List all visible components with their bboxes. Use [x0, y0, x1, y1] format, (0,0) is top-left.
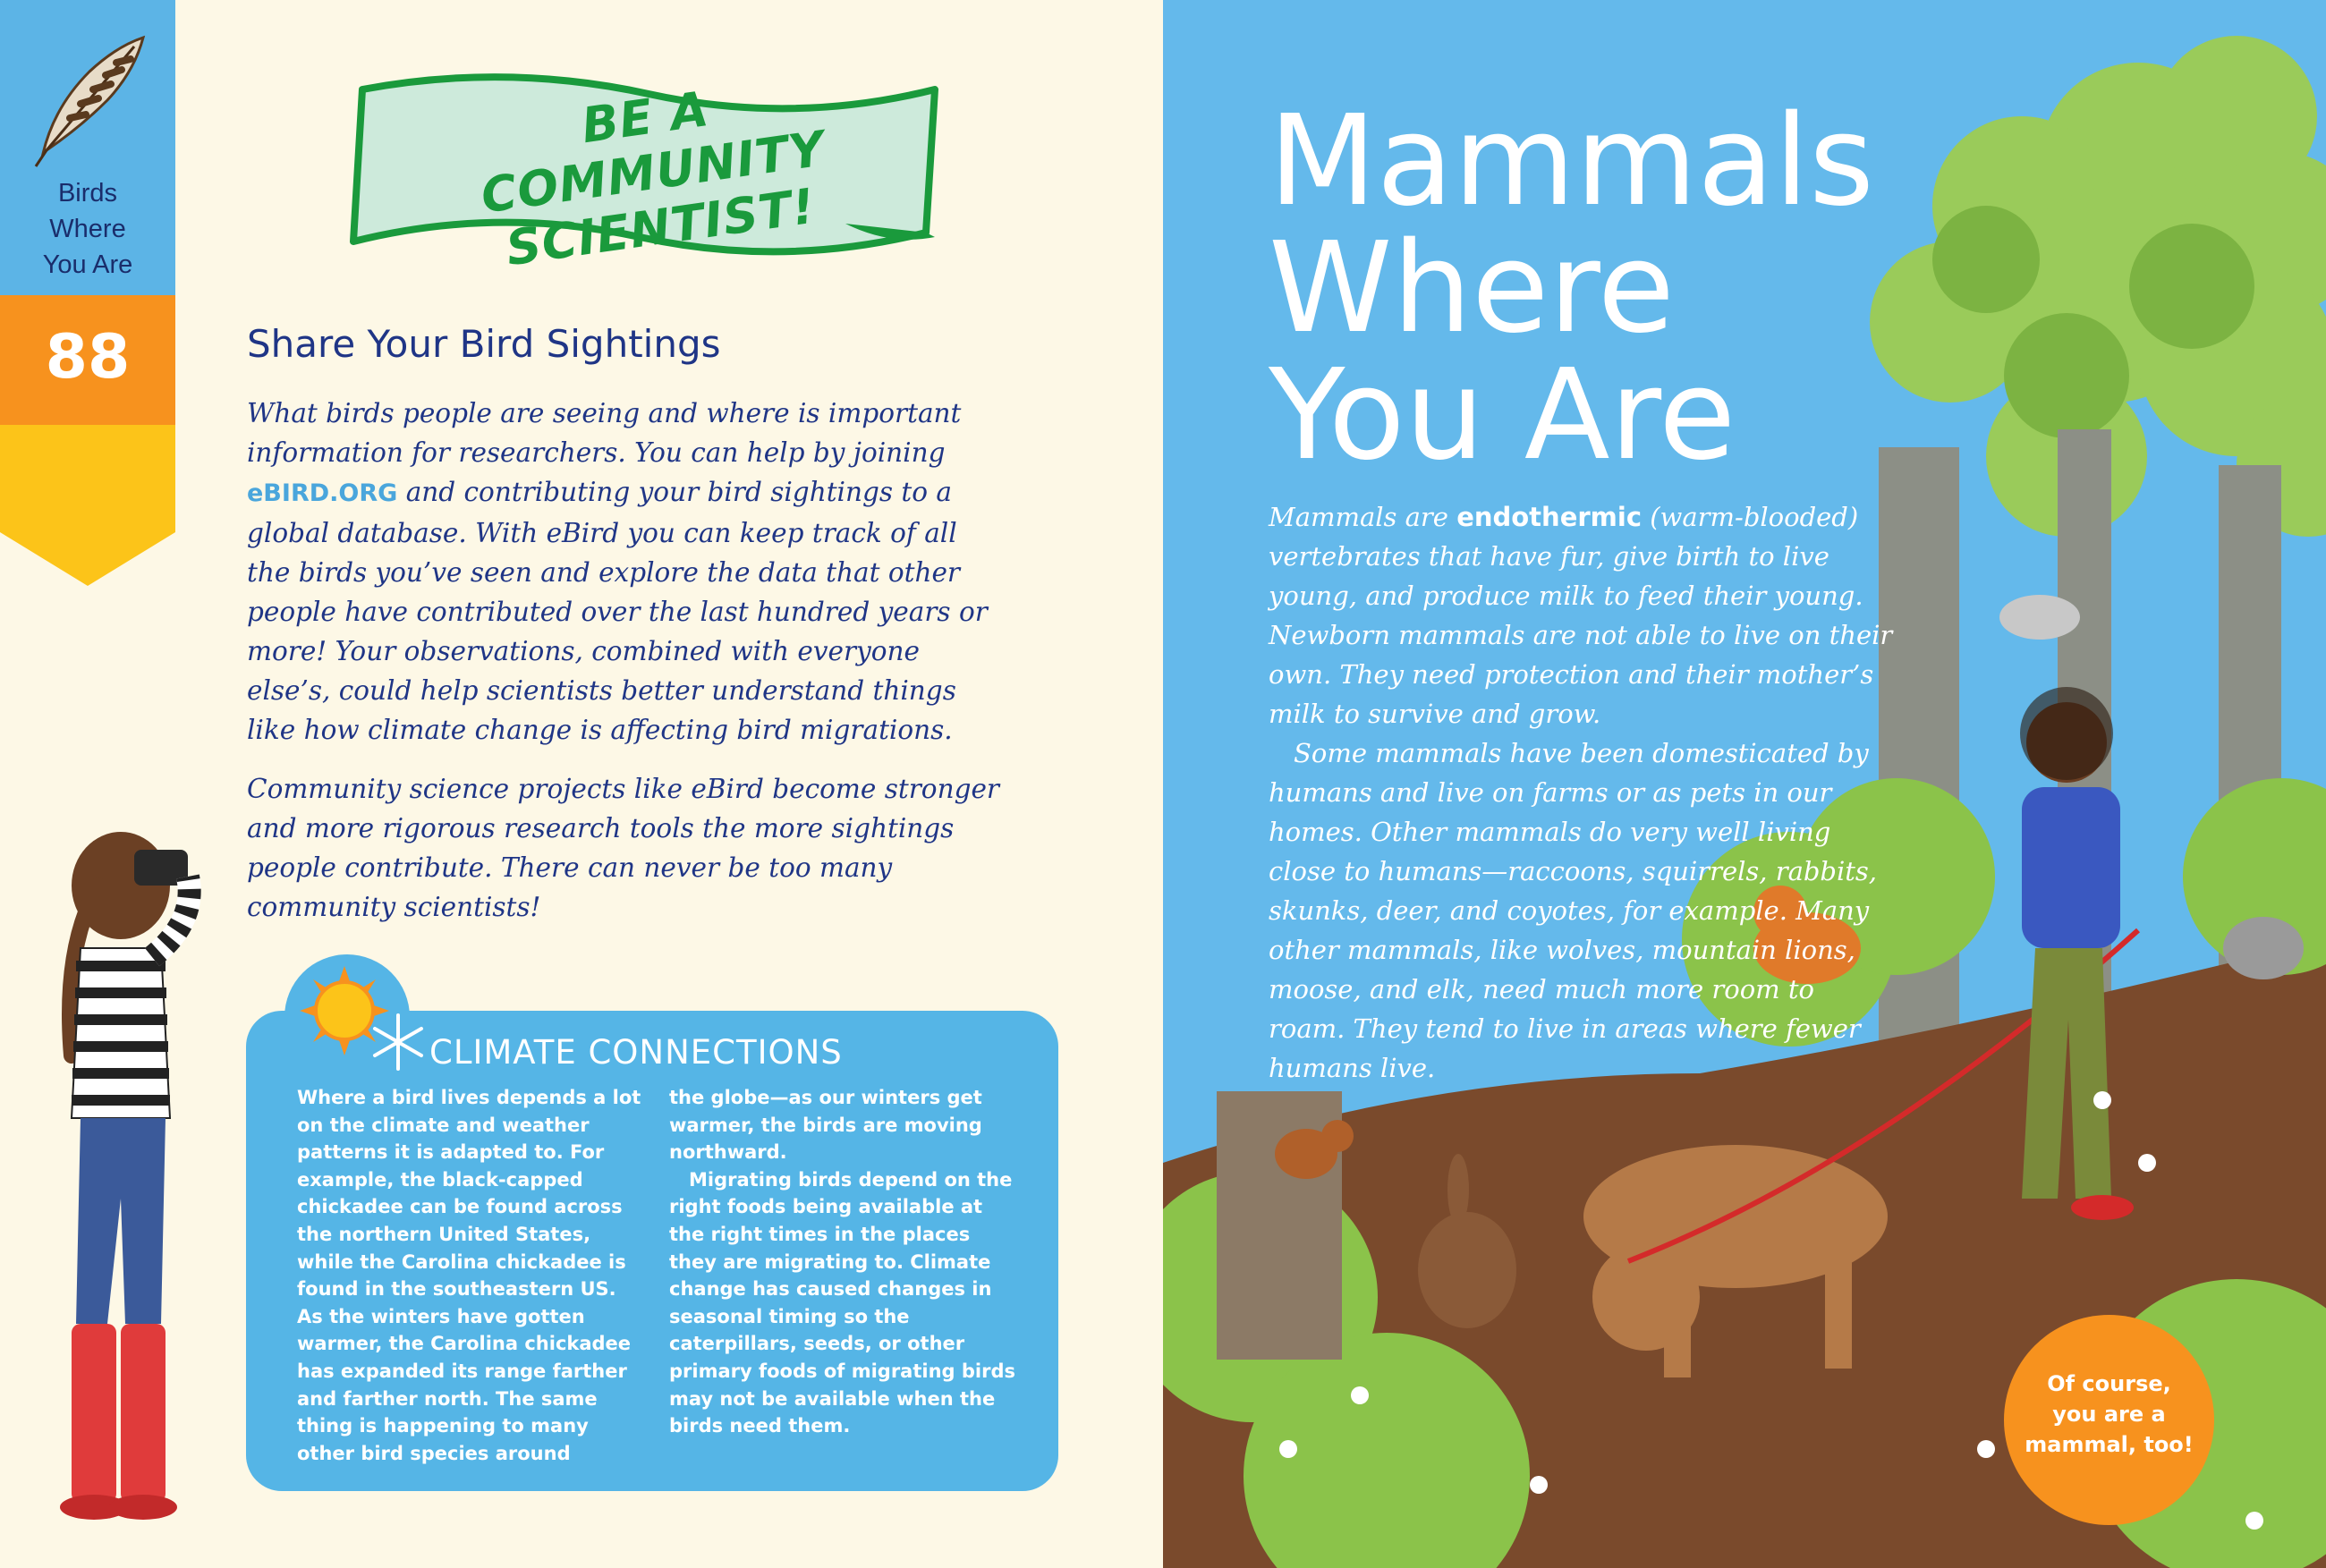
- tab-ribbon-end: [0, 425, 175, 586]
- body-paragraph: Community science projects like eBird become stronger and more rigorous research tools the more sightings people contribute. There can never be too many community scientists!: [247, 774, 1000, 922]
- paragraph-text: Mammals are: [1269, 502, 1457, 532]
- page-number: 88: [45, 322, 131, 393]
- climate-paragraph: the globe—as our winters get warmer, the birds are moving northward.: [669, 1087, 982, 1164]
- girl-with-binoculars-illustration: [18, 823, 233, 1538]
- climate-title: CLIMATE CONNECTIONS: [429, 1033, 843, 1072]
- body-paragraph: [247, 394, 1007, 750]
- paragraph-text: and contributing your bird sightings to a global database. With eBird you can keep track of all the birds you’ve seen and explore the data that other people have contributed over the last hundred years or more! Your observations, combined with everyone else’s, could help scientists better understand things like how climate change is affecting bird migrations.: [247, 477, 988, 745]
- climate-paragraph: Migrating birds depend on the right foods being available at the right times in the places they are migrating to. Climate change has caused changes in seasonal timing so the caterpillars, seeds, or other primary foods of migrating birds may not be available when the birds need them.: [669, 1168, 1015, 1437]
- badge-line: Of course,: [2047, 1371, 2171, 1396]
- ebird-link[interactable]: eBIRD.ORG: [247, 479, 398, 507]
- callout-badge-text: [2013, 1369, 2205, 1460]
- section-heading: Share Your Bird Sightings: [247, 322, 721, 366]
- tab-label-line: You Are: [42, 250, 133, 279]
- paragraph-text: (warm-blooded) vertebrates that have fur, give birth to live young, and produce milk to feed their young. Newborn mammals are not able to live on their own. They need protection and their mother’s milk to survive and grow.: [1269, 502, 1893, 729]
- sun-snowflake-icon: [295, 962, 438, 1078]
- tab-label-line: Birds: [57, 179, 118, 208]
- tab-label-line: Where: [49, 215, 126, 243]
- title-line: Where: [1269, 216, 1675, 361]
- badge-line: mammal, too!: [2025, 1432, 2194, 1457]
- body-paragraph: [1269, 497, 1895, 733]
- badge-line: you are a: [2052, 1402, 2166, 1427]
- title-line: Mammals: [1269, 89, 1874, 234]
- title-line: You Are: [1269, 343, 1736, 488]
- feather-icon: [0, 0, 175, 175]
- climate-column-1: Where a bird lives depends a lot on the climate and weather patterns it is adapted to. For example, the black-capped chickadee can be found across the northern United States, while the Carolina chickadee is found in the southeastern US. As the winters have gotten warmer, the Carolina chickadee has expanded its range farther and farther north. The same thing is happening to many other bird species around: [297, 1087, 641, 1464]
- term-endothermic: endothermic: [1456, 502, 1643, 532]
- paragraph-text: What birds people are seeing and where is important information for researchers. You can help by joining: [247, 398, 962, 468]
- banner-title: BE A COMMUNITY SCIENTIST!: [477, 80, 828, 277]
- chapter-tab-label: [0, 175, 175, 283]
- page-title: [1269, 89, 1895, 488]
- body-paragraph: Some mammals have been domesticated by humans and live on farms or as pets in our homes. Other mammals do very well living close to humans—raccoons, squirrels, rabbits, skunks, deer, and coyotes, for example. Many other mammals, like wolves, mountain lions, moose, and elk, need much more room to roam. They tend to live in areas where fewer humans live.: [1269, 738, 1878, 1083]
- climate-column-2: [669, 1084, 1018, 1440]
